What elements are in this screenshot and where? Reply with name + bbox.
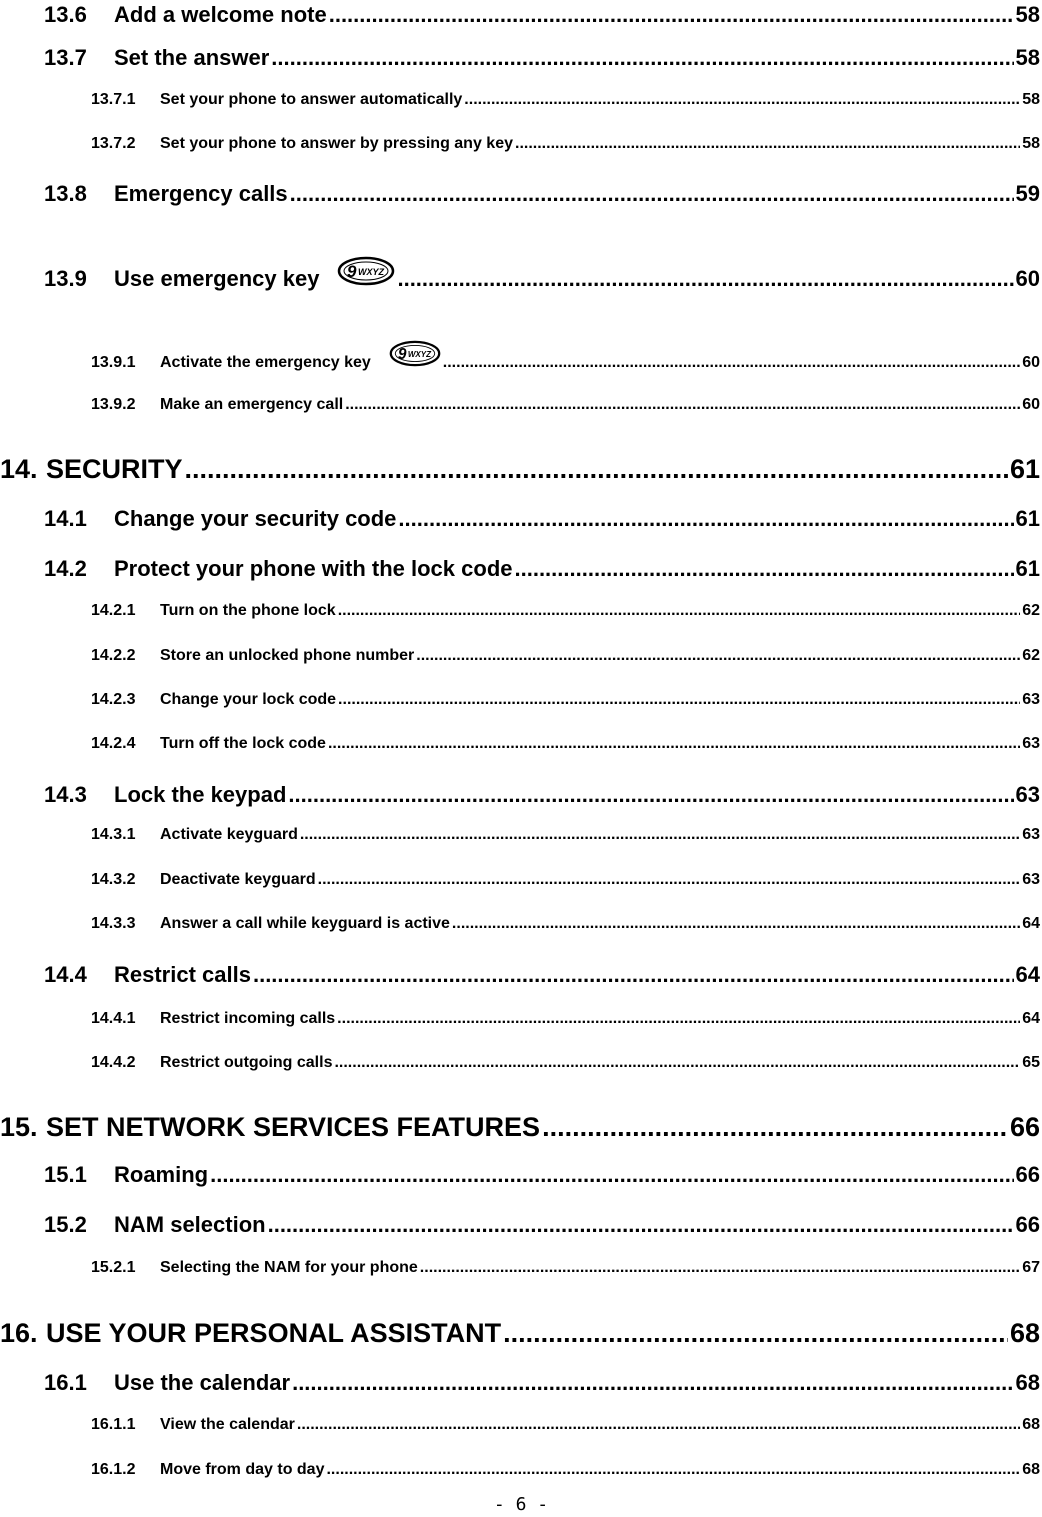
toc-entry-number: 14.3.1	[91, 826, 136, 843]
toc-entry-page: 63	[1022, 735, 1040, 752]
toc-entry-number: 14.4	[44, 962, 87, 987]
toc-entry-title: View the calendar	[160, 1416, 295, 1433]
toc-entry-title: Store an unlocked phone number	[160, 647, 415, 664]
toc-entry[interactable]	[0, 962, 1040, 988]
toc-entry-number: 14.2.3	[91, 691, 136, 708]
dot-leader	[268, 1212, 1014, 1238]
dot-leader	[515, 135, 1020, 153]
toc-entry-number: 15.1	[44, 1162, 87, 1187]
toc-entry-title: Change your lock code	[160, 691, 337, 708]
toc-entry-number: 13.8	[44, 181, 87, 206]
toc-entry[interactable]	[0, 915, 1040, 933]
dot-leader	[420, 1259, 1020, 1277]
dot-leader	[443, 354, 1020, 372]
9wxyz-key-icon	[389, 340, 441, 367]
toc-entry-number: 14.2	[44, 556, 87, 581]
dot-leader	[464, 91, 1020, 109]
dot-leader	[271, 45, 1013, 71]
toc-entry[interactable]	[0, 1259, 1040, 1277]
toc-entry-title: SET NETWORK SERVICES FEATURES	[46, 1112, 541, 1142]
toc-entry[interactable]	[0, 556, 1040, 582]
toc-entry-title: Protect your phone with the lock code	[114, 556, 513, 581]
toc-entry-title: Deactivate keyguard	[160, 871, 316, 888]
toc-entry-number: 14.4.2	[91, 1054, 136, 1071]
toc-entry[interactable]	[0, 454, 1040, 485]
toc-entry-page: 62	[1022, 647, 1040, 664]
toc-entry-title: Move from day to day	[160, 1461, 325, 1478]
svg-text:9: 9	[397, 345, 407, 363]
toc-entry-page: 58	[1022, 91, 1040, 108]
toc-entry[interactable]	[0, 1212, 1040, 1238]
toc-entry-number: 14.4.1	[91, 1010, 136, 1027]
toc-entry-title: Answer a call while keyguard is active	[160, 915, 450, 932]
toc-entry[interactable]	[0, 1112, 1040, 1143]
dot-leader	[326, 1461, 1020, 1479]
toc-entry[interactable]	[0, 135, 1040, 153]
dot-leader	[337, 1010, 1020, 1028]
toc-entry[interactable]	[0, 782, 1040, 808]
toc-entry[interactable]	[0, 1416, 1040, 1434]
dot-leader	[329, 2, 1014, 28]
dot-leader	[292, 1370, 1013, 1396]
toc-entry-number: 16.1.1	[91, 1416, 136, 1433]
toc-entry-title: SECURITY	[46, 454, 183, 484]
toc-entry-title: Restrict outgoing calls	[160, 1054, 333, 1071]
toc-entry-page: 64	[1022, 915, 1040, 932]
toc-entry-number: 14.2.1	[91, 602, 136, 619]
toc-entry-page: 66	[1015, 1212, 1040, 1237]
toc-entry-page: 63	[1022, 826, 1040, 843]
toc-entry-number: 16.1	[44, 1370, 87, 1395]
toc-entry-page: 68	[1022, 1416, 1040, 1433]
toc-entry-title: Restrict incoming calls	[160, 1010, 336, 1027]
toc-entry-page: 61	[1015, 506, 1040, 531]
toc-entry[interactable]	[0, 871, 1040, 889]
toc-entry[interactable]	[0, 691, 1040, 709]
toc-entry-page: 63	[1015, 782, 1040, 807]
page-number: - 6 -	[493, 1494, 549, 1515]
toc-entry-number: 13.7.1	[91, 91, 136, 108]
toc-entry-number: 13.9	[44, 266, 87, 291]
toc-entry[interactable]	[0, 396, 1040, 414]
dot-leader	[515, 556, 1014, 582]
toc-entry-title: USE YOUR PERSONAL ASSISTANT	[46, 1318, 502, 1348]
dot-leader	[318, 871, 1021, 889]
toc-entry-number: 13.9.2	[91, 396, 136, 413]
svg-text:WXYZ: WXYZ	[358, 267, 385, 277]
toc-entry-page: 62	[1022, 602, 1040, 619]
dot-leader	[288, 782, 1013, 808]
toc-entry-title: Selecting the NAM for your phone	[160, 1259, 418, 1276]
toc-entry-number: 14.3	[44, 782, 87, 807]
toc-entry-title: Set your phone to answer by pressing any key	[160, 135, 513, 152]
toc-entry-number: 14.2.4	[91, 735, 136, 752]
toc-entry[interactable]	[0, 647, 1040, 665]
toc-entry[interactable]	[0, 256, 1040, 292]
dot-leader	[452, 915, 1020, 933]
svg-text:9: 9	[347, 262, 357, 281]
toc-entry[interactable]	[0, 826, 1040, 844]
svg-text:WXYZ: WXYZ	[407, 350, 431, 360]
toc-entry-number: 14.1	[44, 506, 87, 531]
toc-entry-title: Turn off the lock code	[160, 735, 326, 752]
toc-entry-title: Roaming	[114, 1162, 209, 1187]
dot-leader	[398, 506, 1013, 532]
toc-entry-title: Turn on the phone lock	[160, 602, 336, 619]
dot-leader	[542, 1112, 1008, 1143]
dot-leader	[338, 691, 1020, 709]
dot-leader	[328, 735, 1020, 753]
toc-entry-number: 14.	[0, 454, 38, 484]
toc-entry-page: 68	[1022, 1461, 1040, 1478]
toc-entry-page: 66	[1015, 1162, 1040, 1187]
dot-leader	[185, 454, 1008, 485]
toc-entry-number: 13.7	[44, 45, 87, 70]
dot-leader	[210, 1162, 1013, 1188]
toc-entry-page: 58	[1022, 135, 1040, 152]
toc-entry-title: Set the answer	[114, 45, 270, 70]
dot-leader	[297, 1416, 1020, 1434]
toc-entry-page: 58	[1015, 2, 1040, 27]
dot-leader	[338, 602, 1021, 620]
dot-leader	[290, 181, 1014, 207]
toc-entry[interactable]	[0, 181, 1040, 207]
toc-entry-page: 60	[1022, 396, 1040, 413]
toc-entry-page: 60	[1022, 354, 1040, 371]
toc-entry-page: 58	[1015, 45, 1040, 70]
dot-leader	[416, 647, 1020, 665]
toc-entry-title: NAM selection	[114, 1212, 266, 1237]
toc-entry-title: Activate keyguard	[160, 826, 298, 843]
toc-entry-title: Use emergency key	[114, 266, 320, 291]
toc-entry-page: 67	[1022, 1259, 1040, 1276]
toc-entry-page: 59	[1015, 181, 1040, 206]
toc-entry-page: 63	[1022, 871, 1040, 888]
toc-entry-title: Emergency calls	[114, 181, 288, 206]
dot-leader	[397, 266, 1013, 292]
dot-leader	[300, 826, 1020, 844]
toc-entry-page: 61	[1009, 454, 1040, 484]
toc-entry-title: Restrict calls	[114, 962, 251, 987]
toc-entry[interactable]	[0, 1162, 1040, 1188]
dot-leader	[334, 1054, 1020, 1072]
toc-entry-number: 15.2.1	[91, 1259, 136, 1276]
toc-entry[interactable]	[0, 1010, 1040, 1028]
toc-entry[interactable]	[0, 735, 1040, 753]
toc-entry[interactable]	[0, 1370, 1040, 1396]
toc-entry-page: 60	[1015, 266, 1040, 291]
toc-entry-page: 66	[1009, 1112, 1040, 1142]
toc-entry-page: 64	[1015, 962, 1040, 987]
toc-entry-page: 68	[1015, 1370, 1040, 1395]
toc-entry-title: Lock the keypad	[114, 782, 287, 807]
toc-entry-page: 63	[1022, 691, 1040, 708]
dot-leader	[345, 396, 1020, 414]
toc-entry-number: 13.7.2	[91, 135, 136, 152]
toc-entry-title: Activate the emergency key	[160, 354, 371, 371]
toc-entry-title: Set your phone to answer automatically	[160, 91, 463, 108]
toc-entry-page: 68	[1009, 1318, 1040, 1348]
toc-entry-page: 65	[1022, 1054, 1040, 1071]
toc-entry-title: Use the calendar	[114, 1370, 291, 1395]
toc-entry[interactable]	[0, 340, 1040, 372]
toc-entry-title: Add a welcome note	[114, 2, 327, 27]
toc-entry-number: 13.9.1	[91, 354, 136, 371]
toc-entry[interactable]	[0, 2, 1040, 28]
toc-entry[interactable]	[0, 45, 1040, 71]
toc-entry-number: 14.3.2	[91, 871, 136, 888]
9wxyz-key-icon	[337, 256, 395, 286]
toc-entry-page: 61	[1015, 556, 1040, 581]
toc-entry-number: 14.3.3	[91, 915, 136, 932]
dot-leader	[253, 962, 1014, 988]
toc-entry-number: 15.2	[44, 1212, 87, 1237]
toc-entry-number: 16.1.2	[91, 1461, 136, 1478]
toc-entry[interactable]	[0, 506, 1040, 532]
toc-entry[interactable]	[0, 602, 1040, 620]
toc-entry[interactable]	[0, 1461, 1040, 1479]
toc-entry-title: Make an emergency call	[160, 396, 344, 413]
toc-entry-number: 14.2.2	[91, 647, 136, 664]
toc-entry-number: 15.	[0, 1112, 38, 1142]
dot-leader	[503, 1318, 1008, 1349]
toc-entry[interactable]	[0, 1054, 1040, 1072]
toc-entry-title: Change your security code	[114, 506, 397, 531]
toc-entry-page: 64	[1022, 1010, 1040, 1027]
toc-entry-number: 13.6	[44, 2, 87, 27]
toc-entry-number: 16.	[0, 1318, 38, 1348]
toc-entry[interactable]	[0, 91, 1040, 109]
toc-entry[interactable]	[0, 1318, 1040, 1349]
